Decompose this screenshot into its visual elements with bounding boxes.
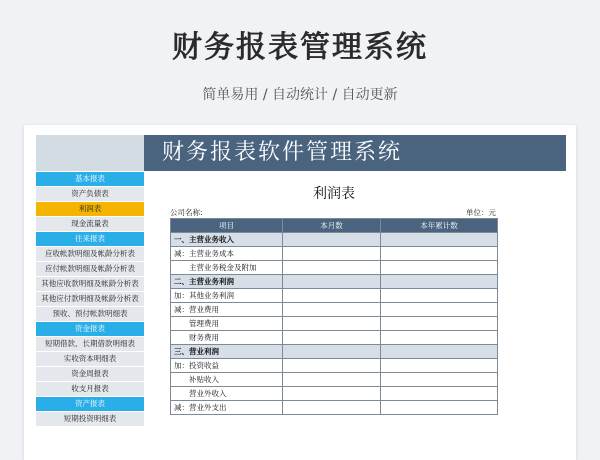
income-statement-table [170,218,498,415]
row-label: 加：其他业务利润 [171,289,283,303]
row-label: 减：营业外支出 [171,401,283,415]
table-row [171,233,498,247]
cell-ytd-value[interactable] [381,317,498,331]
sidebar-item[interactable]: 资金周报表 [36,367,144,381]
sidebar-header [36,135,144,171]
table-row [171,247,498,261]
column-header-item: 项目 [171,219,283,233]
row-label: 二、主营业务利润 [171,275,283,289]
app-window [24,125,576,460]
cell-month-value[interactable] [283,247,381,261]
cell-month-value[interactable] [283,401,381,415]
cell-ytd-value[interactable] [381,303,498,317]
hero-title: 财务报表管理系统 [172,30,428,65]
row-label: 一、主营业务收入 [171,233,283,247]
table-row [171,317,498,331]
table-row [171,331,498,345]
cell-month-value[interactable] [283,387,381,401]
report-title: 利润表 [313,186,355,202]
row-label: 补贴收入 [171,373,283,387]
cell-month-value[interactable] [283,303,381,317]
cell-month-value[interactable] [283,233,381,247]
sidebar-section-header: 基本报表 [36,172,144,186]
column-header-ytd: 本年累计数 [381,219,498,233]
row-label: 三、营业利润 [171,345,283,359]
table-row [171,373,498,387]
table-row [171,261,498,275]
cell-ytd-value[interactable] [381,373,498,387]
cell-month-value[interactable] [283,289,381,303]
sidebar-item[interactable]: 资产负债表 [36,187,144,201]
cell-ytd-value[interactable] [381,331,498,345]
cell-ytd-value[interactable] [381,387,498,401]
cell-month-value[interactable] [283,345,381,359]
cell-ytd-value[interactable] [381,401,498,415]
hero-subtitle: 简单易用 / 自动统计 / 自动更新 [202,87,398,103]
row-label: 主营业务税金及附加 [171,261,283,275]
sidebar-item[interactable]: 预收、预付帐款明细表 [36,307,144,321]
sidebar-list [36,172,144,426]
sidebar-section-header: 往来报表 [36,232,144,246]
sidebar-item[interactable]: 应收帐款明细及帐龄分析表 [36,247,144,261]
sidebar-item[interactable]: 短期投资明细表 [36,412,144,426]
row-label: 财务费用 [171,331,283,345]
cell-month-value[interactable] [283,331,381,345]
sidebar-item[interactable]: 实收资本明细表 [36,352,144,366]
row-label: 减：营业费用 [171,303,283,317]
cell-ytd-value[interactable] [381,345,498,359]
cell-month-value[interactable] [283,317,381,331]
company-name-label: 公司名称: [170,208,203,217]
table-row [171,387,498,401]
column-header-month: 本月数 [283,219,381,233]
sidebar-nav [36,135,144,460]
table-row [171,401,498,415]
cell-month-value[interactable] [283,275,381,289]
cell-ytd-value[interactable] [381,233,498,247]
sidebar-item[interactable]: 其他应付款明细及帐龄分析表 [36,292,144,306]
table-row [171,359,498,373]
cell-month-value[interactable] [283,359,381,373]
table-row [171,303,498,317]
row-label: 减：主营业务成本 [171,247,283,261]
table-row [171,345,498,359]
cell-ytd-value[interactable] [381,247,498,261]
table-row [171,275,498,289]
sidebar-item[interactable]: 短期借款、长期借款明细表 [36,337,144,351]
row-label: 营业外收入 [171,387,283,401]
cell-ytd-value[interactable] [381,261,498,275]
row-label: 加：投资收益 [171,359,283,373]
row-label: 管理费用 [171,317,283,331]
cell-ytd-value[interactable] [381,289,498,303]
sidebar-item[interactable]: 应付帐款明细及帐龄分析表 [36,262,144,276]
banner-title: 财务报表软件管理系统 [144,135,566,171]
sidebar-section-header: 资金报表 [36,322,144,336]
sidebar-section-header: 资产报表 [36,397,144,411]
table-header-row [171,219,498,233]
unit-label: 单位：元 [466,208,496,217]
cell-month-value[interactable] [283,261,381,275]
sidebar-item[interactable]: 其他应收款明细及帐龄分析表 [36,277,144,291]
sidebar-item[interactable]: 现金流量表 [36,217,144,231]
cell-ytd-value[interactable] [381,359,498,373]
cell-month-value[interactable] [283,373,381,387]
sidebar-item[interactable]: 收支月报表 [36,382,144,396]
cell-ytd-value[interactable] [381,275,498,289]
sidebar-item[interactable]: 利润表 [36,202,144,216]
table-row [171,289,498,303]
